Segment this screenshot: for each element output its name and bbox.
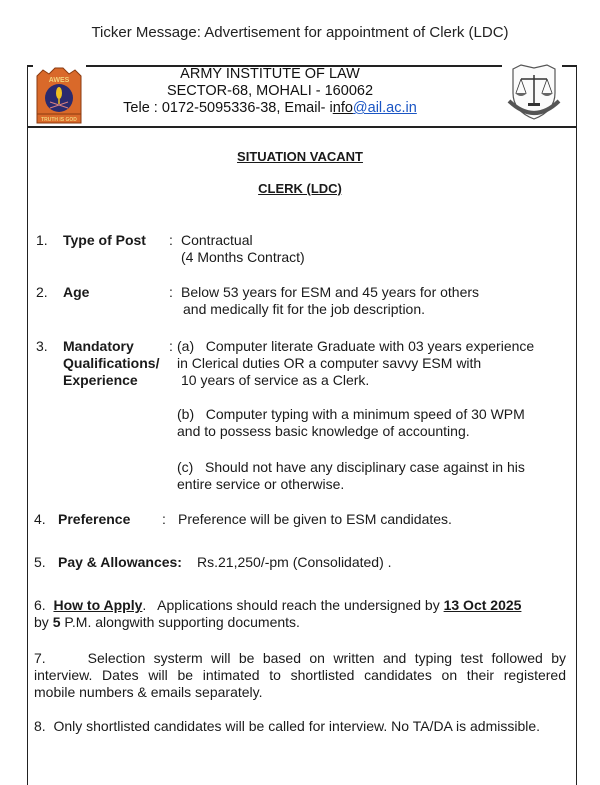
- selection-process: interview. Dates will be intimated to shortlisted candidates on their registered: [34, 667, 566, 683]
- box-top-border: [562, 65, 576, 67]
- item-label-qualifications: Qualifications/: [63, 355, 160, 371]
- ticker-message: Ticker Message: Advertisement for appointment of Clerk (LDC): [91, 24, 509, 41]
- selection-process: 7. Selection systerm will be based on written and typing test followed by: [34, 650, 566, 666]
- item-number: 1.: [36, 232, 48, 248]
- item-label-qualifications: Mandatory: [63, 338, 134, 354]
- qualification-a: in Clerical duties OR a computer savvy ESM with: [177, 355, 482, 371]
- svg-text:TRUTH IS GOD: TRUTH IS GOD: [41, 117, 77, 123]
- header-divider: [27, 126, 576, 128]
- colon: :: [162, 511, 166, 527]
- institution-header: [100, 66, 440, 117]
- item-value: (4 Months Contract): [181, 249, 305, 265]
- institution-name: ARMY INSTITUTE OF LAW: [180, 66, 360, 82]
- item-label-preference: Preference: [58, 511, 131, 527]
- deadline-date: 13 Oct 2025: [443, 597, 522, 613]
- item-value: and medically fit for the job description.: [183, 301, 426, 317]
- item-value: Below 53 years for ESM and 45 years for others: [181, 284, 480, 300]
- item-label-how-to-apply: How to Apply: [53, 597, 143, 613]
- qualification-b: and to possess basic knowledge of accounting.: [177, 423, 470, 439]
- institution-contact: Tele : 0172-5095336-38, Email- info@ail.ac.in: [123, 100, 417, 116]
- item-number: 5.: [34, 554, 46, 570]
- institution-address: SECTOR-68, MOHALI - 160062: [166, 83, 374, 99]
- how-to-apply-line2: by 5 P.M. alongwith supporting documents.: [34, 614, 300, 630]
- item-label-pay: Pay & Allowances:: [58, 554, 182, 570]
- colon: :: [169, 338, 173, 354]
- qualification-c: entire service or otherwise.: [177, 476, 345, 492]
- qualification-a: 10 years of service as a Clerk.: [181, 372, 370, 388]
- item-number: 3.: [36, 338, 48, 354]
- item-value: Contractual: [181, 232, 253, 248]
- qualification-a: (a) Computer literate Graduate with 03 years experience: [177, 338, 535, 354]
- post-title: CLERK (LDC): [258, 181, 342, 196]
- item-value: Preference will be given to ESM candidates.: [178, 511, 452, 527]
- item-value: Rs.21,250/-pm (Consolidated) .: [197, 554, 392, 570]
- scales-of-justice-emblem-icon: [505, 63, 563, 123]
- qualification-b: (b) Computer typing with a minimum speed of 30 WPM: [177, 406, 525, 422]
- deadline-time: 5: [52, 614, 61, 630]
- item-number: 2.: [36, 284, 48, 300]
- item-label-type-of-post: Type of Post: [63, 232, 146, 248]
- how-to-apply: 6. How to Apply. Applications should reach the undersigned by 13 Oct 2025: [34, 597, 522, 613]
- item-label-qualifications: Experience: [63, 372, 138, 388]
- selection-process: mobile numbers & emails separately.: [34, 684, 263, 700]
- item-label-age: Age: [63, 284, 90, 300]
- email-link[interactable]: @ail.ac.in: [352, 100, 417, 116]
- item-number: 4.: [34, 511, 46, 527]
- awes-emblem-icon: [33, 66, 85, 124]
- colon: :: [169, 232, 173, 248]
- page-title: SITUATION VACANT: [237, 149, 363, 164]
- interview-note: 8. Only shortlisted candidates will be called for interview. No TA/DA is admissible.: [34, 718, 541, 734]
- svg-text:AWES: AWES: [48, 77, 70, 84]
- colon: :: [169, 284, 173, 300]
- qualification-c: (c) Should not have any disciplinary case against in his: [177, 459, 525, 475]
